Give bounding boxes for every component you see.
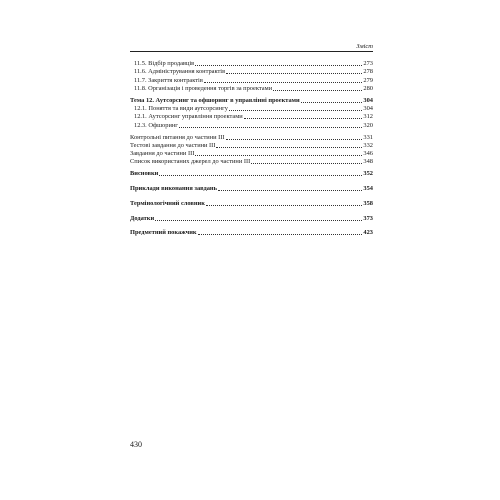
toc-entry-label: Тема 12. Аутсорсинг та офшоринг в управлінні проектами [130,96,300,104]
toc-entry-page: 320 [363,121,373,129]
dot-leader [159,175,362,176]
toc-entry-page: 304 [363,105,373,113]
toc-entry-page: 352 [363,170,373,178]
toc-entry [130,142,373,150]
dot-leader [179,127,362,128]
dot-leader [155,220,362,221]
toc-entry-label: Додатки [130,214,155,222]
toc-entry-label: 12.3. Офшоринг [134,121,178,129]
toc-section-entry [130,170,373,178]
toc-entry-label: Завдання до частини III [130,150,195,158]
toc-entry-label: Список використаних джерел до частини III [130,158,251,166]
dot-leader [204,82,363,83]
toc-entry-label: 11.5. Відбір продавців [134,60,195,68]
toc-entry-label: Висновки [130,170,159,178]
dot-leader [218,190,362,191]
toc-entry-label: 11.8. Організація і проведення торгів за проектами [134,84,273,92]
dot-leader [301,102,363,103]
toc-section-entry [130,185,373,193]
toc-entry-label: Тестові завдання до частини III [130,141,216,149]
dot-leader [226,139,363,140]
toc-entry-page: 346 [363,150,373,158]
toc-section-entry [130,229,373,237]
toc-entry [130,68,373,76]
toc-entry [130,76,373,84]
dot-leader [216,147,362,148]
toc-entry-label: 12.1. Поняття та види аутсорсингу [134,105,228,113]
toc-topic-heading [130,97,373,105]
toc-entry-page: 423 [363,229,373,237]
toc-entry [130,105,373,113]
toc-entry-page: 332 [363,141,373,149]
toc-entry-label: 12.1. Аутсорсинг управління проектами [134,113,243,121]
toc-entry-label: Контрольні питання до частини III [130,133,225,141]
toc-entry-label: Приклади виконання завдань [130,185,217,193]
page-number: 430 [130,440,142,449]
toc-entry [130,134,373,142]
toc-section-entry [130,214,373,222]
dot-leader [195,155,362,156]
toc-entry-page: 273 [363,60,373,68]
toc-entry [130,113,373,121]
dot-leader [244,118,363,119]
dot-leader [206,205,363,206]
toc-entry-page: 331 [363,133,373,141]
dot-leader [226,73,362,74]
toc-entry-label: Термінологічний словник [130,199,205,207]
toc-entry-page: 358 [363,199,373,207]
toc-entry-page: 354 [363,185,373,193]
header-rule [130,51,373,52]
toc-section-entry [130,200,373,208]
toc-entry [130,121,373,129]
table-of-contents [130,60,373,237]
toc-entry-label: Предметний покажчик [130,229,197,237]
toc-entry-label: 11.6. Адміністрування контрактів [134,68,226,76]
toc-entry [130,158,373,166]
dot-leader [273,90,362,91]
dot-leader [195,65,362,66]
dot-leader [251,163,362,164]
toc-entry [130,60,373,68]
toc-entry [130,150,373,158]
toc-entry-page: 278 [363,68,373,76]
toc-entry-page: 373 [363,214,373,222]
toc-entry-page: 304 [363,96,373,104]
toc-entry-label: 11.7. Закриття контрактів [134,76,203,84]
dot-leader [229,110,363,111]
running-header-title: Зміст [356,43,373,50]
toc-entry-page: 312 [363,113,373,121]
dot-leader [198,234,363,235]
toc-entry-page: 279 [363,76,373,84]
toc-entry-page: 280 [363,84,373,92]
toc-entry-page: 348 [363,158,373,166]
toc-entry [130,85,373,93]
